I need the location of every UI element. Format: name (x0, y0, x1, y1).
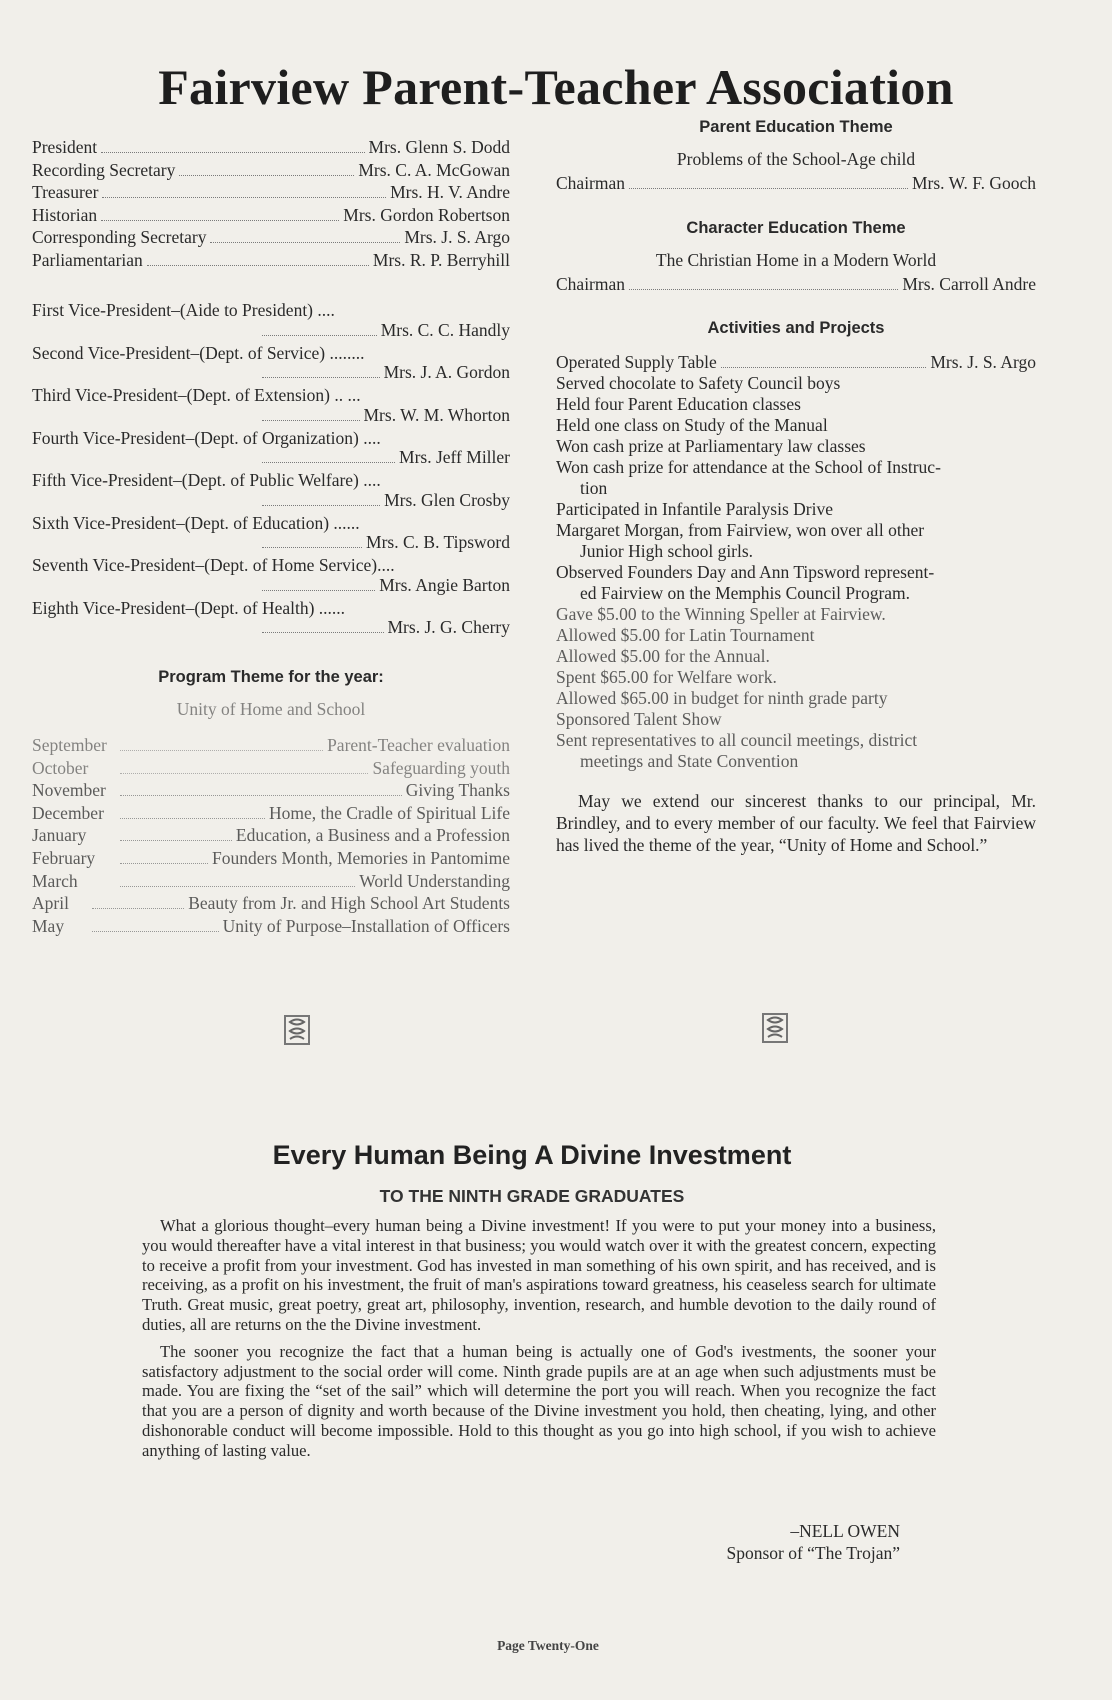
officer-row: Corresponding Secretary Mrs. J. S. Argo (32, 227, 510, 247)
activity-item: Won cash prize for attendance at the School of Instruc- tion (556, 457, 941, 498)
program-month-row: May Unity of Purpose–Installation of Officers (32, 915, 510, 936)
ornament-icon (282, 1013, 312, 1047)
parent-education-heading: Parent Education Theme (699, 118, 893, 136)
vice-president-entry: Third Vice-President–(Dept. of Extension) .. ... Mrs. W. M. Whorton (32, 385, 510, 425)
vice-president-entry: Eighth Vice-President–(Dept. of Health) ...... Mrs. J. G. Cherry (32, 597, 510, 637)
essay-paragraph: What a glorious thought–every human being a Divine investment! If you were to put your money into a business, you would thereafter have a vital interest in that business; you would watch over it with the greatest concern, expecting to receive a profit from your investment. God has invested in man something of his own spirit, and has received, and is receiving, as a profit on his investment, the fruit of man's aspirations toward greatness, his ceaseless search for ultimate Truth. Great music, great poetry, great art, philosophy, invention, research, and humble devotion to the daily round of duties, all are returns on the the Divine investment. (142, 1216, 936, 1334)
character-education-heading: Character Education Theme (686, 218, 906, 237)
activity-item: Observed Founders Day and Ann Tipsword represent- ed Fairview on the Memphis Council Program. (556, 562, 935, 603)
vice-president-entry: Seventh Vice-President–(Dept. of Home Service).... Mrs. Angie Barton (32, 555, 510, 595)
activity-item: Served chocolate to Safety Council boys (556, 373, 841, 393)
page-title: Fairview Parent-Teacher Association (158, 59, 954, 115)
left-column (32, 136, 510, 937)
character-education-section (556, 219, 1036, 296)
activities-section (556, 319, 1036, 856)
program-heading: Program Theme for the year: (158, 668, 384, 686)
character-education-chair: Chairman Mrs. Carroll Andre (556, 273, 1036, 294)
program-month-row: November Giving Thanks (32, 780, 510, 801)
program-month-row: April Beauty from Jr. and High School Art Students (32, 893, 510, 914)
activity-item: Spent $65.00 for Welfare work. (556, 667, 777, 687)
essay-subtitle: TO THE NINTH GRADE GRADUATES (379, 1186, 685, 1206)
essay-paragraph: The sooner you recognize the fact that a human being is actually one of God's ivestments, the sooner your satisfactory adjustment to the social order will come. Ninth grade pupils are at an age when such adjustments must be made. You are fixing the “set of the sail” which will determine the port you will reach. When you recognize the fact that you are a person of dignity and worth because of the Divine investment you hold, then cheating, lying, and other dishonorable conduct will become impossible. Hold to this thought as you go into high school, if you wish to achieve anything of lasting value. (142, 1341, 936, 1460)
vice-president-entry: Fourth Vice-President–(Dept. of Organization) .... Mrs. Jeff Miller (32, 427, 510, 467)
activity-item: Margaret Morgan, from Fairview, won over all other Junior High school girls. (556, 520, 925, 561)
program-month-row: December Home, the Cradle of Spiritual Life (32, 802, 510, 823)
program-month-row: March World Understanding (32, 870, 510, 891)
activity-item: Participated in Infantile Paralysis Drive (556, 499, 834, 519)
parent-education-chair: Chairman Mrs. W. F. Gooch (556, 173, 1036, 193)
program-theme: Unity of Home and School (176, 699, 366, 719)
activity-item: Held four Parent Education classes (556, 394, 801, 414)
program-month-row: September Parent-Teacher evaluation (32, 735, 510, 755)
officer-row: Historian Mrs. Gordon Robertson (32, 204, 510, 225)
right-column (556, 118, 1036, 856)
vice-president-entry: Sixth Vice-President–(Dept. of Education) ...... Mrs. C. B. Tipsword (32, 512, 510, 552)
activity-item: Allowed $65.00 in budget for ninth grade party (556, 688, 888, 708)
program-month-row: January Education, a Business and a Profession (32, 825, 510, 846)
officers-list (32, 136, 510, 271)
vice-president-entry: First Vice-President–(Aide to President) .... Mrs. C. C. Handly (32, 300, 510, 340)
thanks-paragraph: May we extend our sincerest thanks to our principal, Mr. Brindley, and to every member of our faculty. We feel that Fairview has lived the theme of the year, “Unity of Home and School.” (556, 791, 1036, 855)
activities-heading: Activities and Projects (707, 319, 885, 337)
activity-item: Sent representatives to all council meetings, district meetings and State Convention (556, 730, 918, 771)
signature-role: Sponsor of “The Trojan” (726, 1543, 900, 1563)
activity-item: Held one class on Study of the Manual (556, 415, 828, 435)
activity-item: Sponsored Talent Show (556, 709, 722, 729)
vice-president-entry: Second Vice-President–(Dept. of Service) ........ Mrs. J. A. Gordon (32, 342, 510, 382)
activity-item: Gave $5.00 to the Winning Speller at Fairview. (556, 604, 886, 624)
program-month-row: October Safeguarding youth (32, 757, 510, 778)
essay-body (142, 1216, 936, 1468)
essay-title: Every Human Being A Divine Investment (272, 1140, 792, 1170)
activity-item: Allowed $5.00 for the Annual. (556, 646, 770, 666)
officer-row: Treasurer Mrs. H. V. Andre (32, 182, 510, 202)
ornament-icon (760, 1011, 790, 1045)
vice-presidents-list (32, 301, 510, 638)
officer-row: Parliamentarian Mrs. R. P. Berryhill (32, 249, 510, 270)
signature-name: –NELL OWEN (790, 1521, 900, 1541)
activity-item: Allowed $5.00 for Latin Tournament (556, 625, 815, 645)
parent-education-section (556, 118, 1036, 195)
activity-item: Operated Supply Table Mrs. J. S. Argo (556, 352, 1036, 372)
officer-row: Recording Secretary Mrs. C. A. McGowan (32, 159, 510, 180)
parent-education-theme: Problems of the School-Age child (676, 149, 916, 169)
page-number: Page Twenty-One (497, 1638, 599, 1653)
program-month-row: February Founders Month, Memories in Pantomime (32, 847, 510, 868)
officer-row: President Mrs. Glenn S. Dodd (32, 137, 510, 157)
activity-item: Won cash prize at Parliamentary law classes (556, 436, 866, 456)
essay-signature (726, 1520, 900, 1564)
character-education-theme: The Christian Home in a Modern World (655, 249, 937, 270)
vice-president-entry: Fifth Vice-President–(Dept. of Public Welfare) .... Mrs. Glen Crosby (32, 470, 510, 510)
program-theme-section (32, 668, 510, 937)
